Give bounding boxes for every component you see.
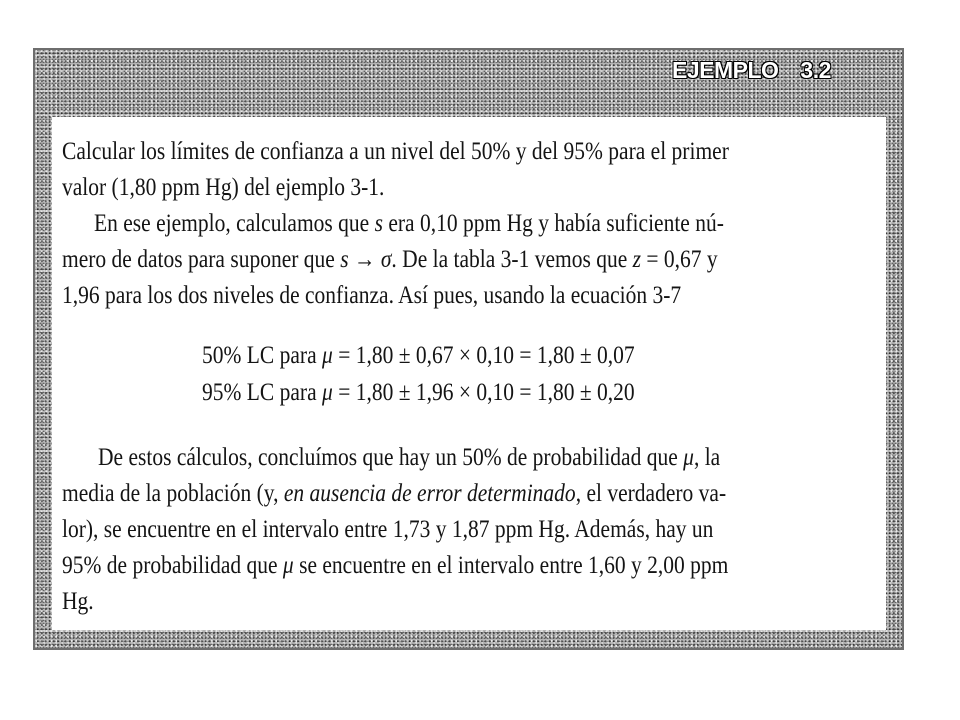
paragraph3-line3-text: lor), se encuentre en el intervalo entre 1,73 y 1,87 ppm Hg. Además, hay un	[62, 516, 714, 543]
mu-symbol: μ	[322, 379, 333, 406]
paragraph1-line2-text: valor (1,80 ppm Hg) del ejemplo 3-1.	[62, 174, 385, 201]
paragraph3-line5-text: Hg.	[62, 588, 94, 615]
example-heading-label: EJEMPLO	[672, 57, 779, 83]
paragraph3-line2	[62, 479, 726, 509]
italic-phrase: en ausencia de error determinado	[283, 480, 576, 507]
equation-95-expression: = 1,80 ± 1,96 × 0,10 = 1,80 ± 0,20	[332, 379, 635, 406]
paragraph2-line2-text-b: . De la tabla 3-1 vemos que	[391, 246, 633, 273]
equation-50-label: 50% LC para	[202, 342, 323, 369]
equation-95-label: 95% LC para	[202, 379, 323, 406]
paragraph1-line1	[62, 137, 729, 167]
s-to-sigma-expression: s → σ	[340, 246, 392, 273]
paragraph1-line2	[62, 173, 384, 203]
equation-95-percent	[202, 378, 635, 408]
paragraph3-line4	[62, 551, 728, 581]
variable-z: z	[632, 246, 642, 273]
paragraph2-line2-text-c: = 0,67 y	[641, 246, 718, 273]
paragraph2-line1	[94, 209, 724, 239]
paragraph3-line1-text-b: , la	[693, 444, 721, 471]
paragraph2-line2-text-a: mero de datos para suponer que	[62, 246, 341, 273]
variable-s: s	[374, 210, 383, 237]
equation-50-percent	[202, 341, 635, 371]
paragraph2-line1-text-a: En ese ejemplo, calculamos que	[94, 210, 375, 237]
paragraph2-line1-text-b: era 0,10 ppm Hg y había suficiente nú-	[382, 210, 724, 237]
paragraph1-line1-text: Calcular los límites de confianza a un nivel del 50% y del 95% para el primer	[62, 138, 729, 165]
paragraph2-line2	[62, 245, 718, 275]
paragraph3-line4-text-a: 95% de probabilidad que	[62, 552, 283, 579]
mu-symbol: μ	[282, 552, 294, 579]
paragraph3-line5	[62, 587, 94, 617]
paragraph3-line3	[62, 515, 713, 545]
mu-symbol: μ	[322, 342, 333, 369]
paragraph3-line1-text-a: De estos cálculos, concluímos que hay un 50% de probabilidad que	[98, 444, 684, 471]
paragraph3-line2-text-b: , el verdadero va-	[575, 480, 727, 507]
example-heading-number: 3.2	[800, 57, 831, 83]
equation-50-expression: = 1,80 ± 0,67 × 0,10 = 1,80 ± 0,07	[332, 342, 635, 369]
paragraph3-line4-text-b: se encuentre en el intervalo entre 1,60 y 2,00 ppm	[293, 552, 729, 579]
mu-symbol: μ	[683, 444, 694, 471]
paragraph2-line3-text: 1,96 para los dos niveles de confianza. Así pues, usando la ecuación 3-7	[62, 282, 682, 309]
paragraph2-line3	[62, 281, 681, 311]
paragraph3-line2-text-a: media de la población (y,	[62, 480, 284, 507]
example-heading	[672, 57, 831, 84]
example-body	[52, 117, 886, 630]
paragraph3-line1	[98, 443, 720, 473]
